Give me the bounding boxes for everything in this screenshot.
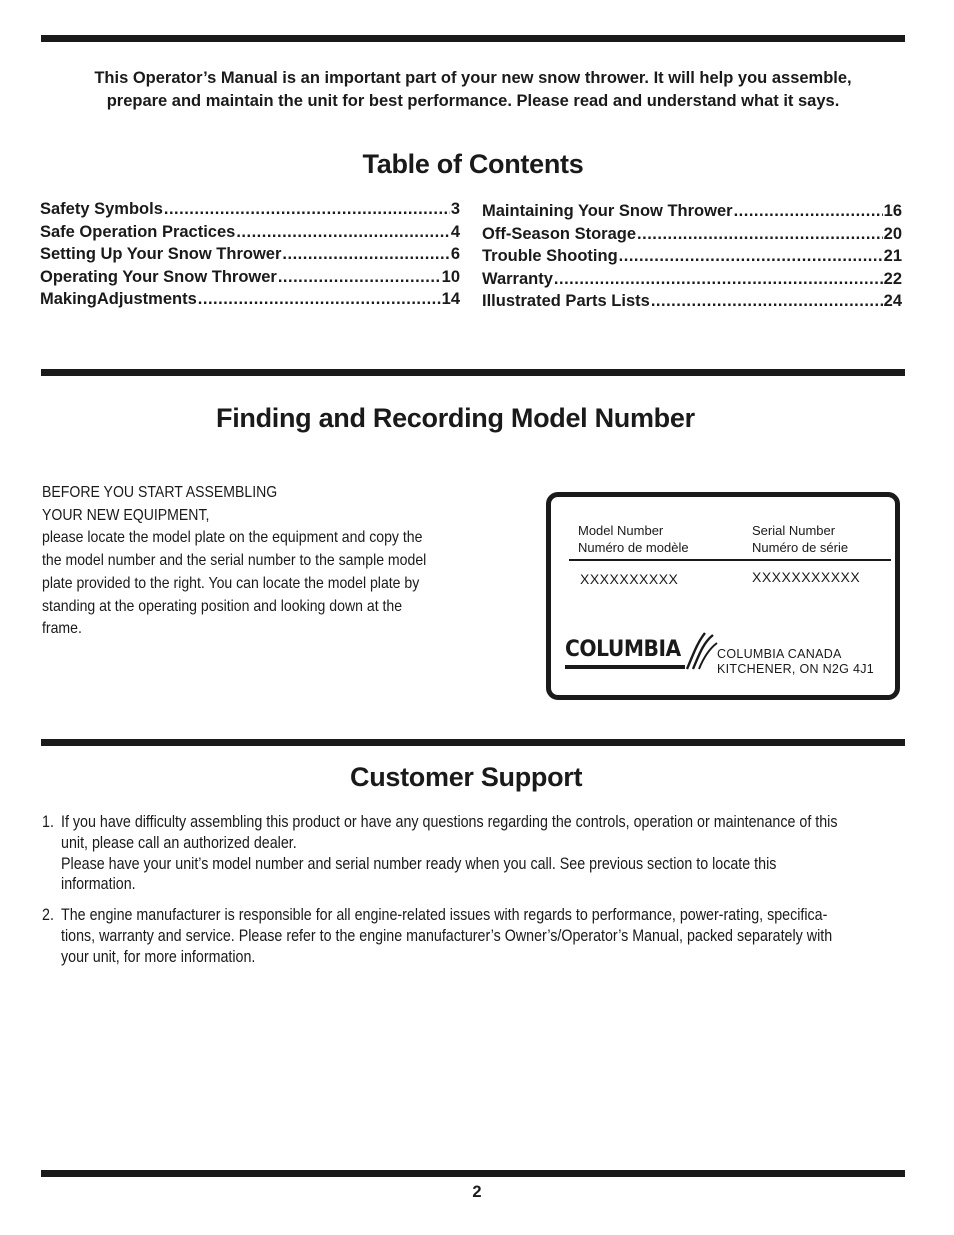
support-line: information.	[61, 875, 136, 894]
toc-entry-title: Warranty	[482, 269, 553, 288]
model-number-label-fr: Numéro de modèle	[578, 540, 689, 555]
wheat-swoosh-icon	[683, 631, 719, 671]
model-instruction-line: plate provided to the right. You can locate the model plate by	[42, 574, 420, 592]
toc-entry-page: 3	[450, 200, 460, 218]
toc-entry-title: Illustrated Parts Lists	[482, 292, 650, 310]
toc-entry-page: 21	[883, 247, 902, 265]
toc-leader	[651, 290, 883, 313]
toc-entry[interactable]	[40, 198, 460, 221]
toc-entry-page: 6	[450, 245, 460, 263]
model-plate	[546, 492, 900, 700]
toc-entry-title: MakingAdjustments	[40, 290, 197, 308]
toc-leader	[278, 266, 441, 289]
top-rule	[41, 35, 905, 42]
support-line: unit, please call an authorized dealer.	[61, 833, 297, 852]
toc-entry-page: 22	[883, 269, 902, 288]
plate-address	[717, 647, 874, 677]
model-instruction-line: YOUR NEW EQUIPMENT,	[42, 506, 210, 524]
model-instruction-line: frame.	[42, 620, 82, 638]
toc-entry-title: Setting Up Your Snow Thrower	[40, 245, 282, 263]
support-heading: Customer Support	[350, 762, 583, 792]
plate-address-line-1: COLUMBIA CANADA	[717, 647, 842, 661]
toc-entry-page: 4	[450, 222, 460, 241]
model-instruction-line: standing at the operating position and looking down at the	[42, 597, 403, 615]
plate-address-line-2: KITCHENER, ON N2G 4J1	[717, 662, 875, 676]
intro-text	[41, 67, 905, 113]
toc-entry-page: 24	[883, 292, 902, 310]
toc-entry-page: 10	[441, 267, 460, 286]
toc-leader	[164, 198, 450, 221]
model-heading: Finding and Recording Model Number	[216, 403, 695, 433]
toc-entry-page: 16	[883, 202, 902, 220]
intro-line-1: This Operator’s Manual is an important part of your new snow thrower. It will help you assemble,	[94, 69, 852, 87]
support-item-number: 2.	[42, 906, 54, 925]
toc-entry[interactable]	[40, 243, 460, 266]
toc-leader	[198, 288, 441, 311]
toc-entry[interactable]	[40, 288, 460, 311]
toc-entry-title: Trouble Shooting	[482, 247, 618, 265]
logo-underline	[565, 665, 685, 669]
intro-line-2: prepare and maintain the unit for best performance. Please read and understand what it says.	[106, 92, 840, 110]
toc-entry-page: 14	[441, 290, 460, 308]
support-list	[42, 812, 894, 978]
serial-number-label	[752, 522, 848, 556]
toc-leader	[619, 245, 883, 268]
toc-entry-title: Safety Symbols	[40, 200, 163, 218]
toc-entry[interactable]	[482, 200, 902, 223]
toc-entry-title: Safe Operation Practices	[40, 222, 236, 241]
serial-number-label-en: Serial Number	[752, 523, 836, 538]
model-number-value: XXXXXXXXXX	[580, 571, 679, 587]
section-rule	[41, 739, 905, 746]
support-line: The engine manufacturer is responsible for all engine-related issues with regards to performance, power-rating, specifica-	[61, 906, 828, 925]
toc-leader	[282, 243, 449, 266]
section-rule	[41, 369, 905, 376]
toc-leader	[637, 223, 883, 246]
serial-number-label-fr: Numéro de série	[752, 540, 849, 555]
model-number-label	[578, 522, 689, 556]
toc-entry-title: Off-Season Storage	[482, 224, 637, 243]
toc-entry-title: Maintaining Your Snow Thrower	[482, 202, 733, 220]
support-item-number: 1.	[42, 813, 54, 831]
toc-entry[interactable]	[482, 290, 902, 313]
toc-entry[interactable]	[40, 221, 460, 244]
toc-entry[interactable]	[482, 245, 902, 268]
columbia-logo	[565, 637, 715, 679]
toc-entry-title: Operating Your Snow Thrower	[40, 267, 277, 286]
support-line: tions, warranty and service. Please refer to the engine manufacturer’s Owner’s/Operator’s Manual, packed separately with	[61, 926, 833, 945]
model-number-label-en: Model Number	[578, 523, 664, 538]
toc-entry[interactable]	[482, 223, 902, 246]
support-item	[42, 905, 894, 967]
footer-rule	[41, 1170, 905, 1177]
support-line: Please have your unit’s model number and serial number ready when you call. See previous section to locate this	[61, 854, 777, 873]
model-instruction-line: the model number and the serial number to the sample model	[42, 552, 427, 570]
support-line: If you have difficulty assembling this product or have any questions regarding the controls, operation or maintenance of this	[61, 813, 838, 831]
toc-right-column	[482, 200, 902, 313]
model-instruction-line: please locate the model plate on the equipment and copy the	[42, 529, 423, 547]
toc-entry[interactable]	[482, 268, 902, 291]
model-instructions	[42, 482, 426, 641]
toc-leader	[236, 221, 449, 244]
support-item	[42, 812, 894, 895]
model-instruction-line: BEFORE YOU START ASSEMBLING	[42, 484, 278, 501]
toc-left-column	[40, 198, 460, 311]
toc-leader	[734, 200, 883, 223]
toc-heading: Table of Contents	[362, 149, 584, 179]
support-line: your unit, for more information.	[61, 947, 256, 966]
page-number: 2	[472, 1183, 482, 1201]
toc-entry-page: 20	[883, 224, 902, 243]
plate-divider	[569, 559, 891, 561]
toc-entry[interactable]	[40, 266, 460, 289]
columbia-logo-text: COLUMBIA	[565, 637, 681, 662]
serial-number-value: XXXXXXXXXXX	[752, 569, 861, 585]
toc-leader	[554, 268, 883, 291]
